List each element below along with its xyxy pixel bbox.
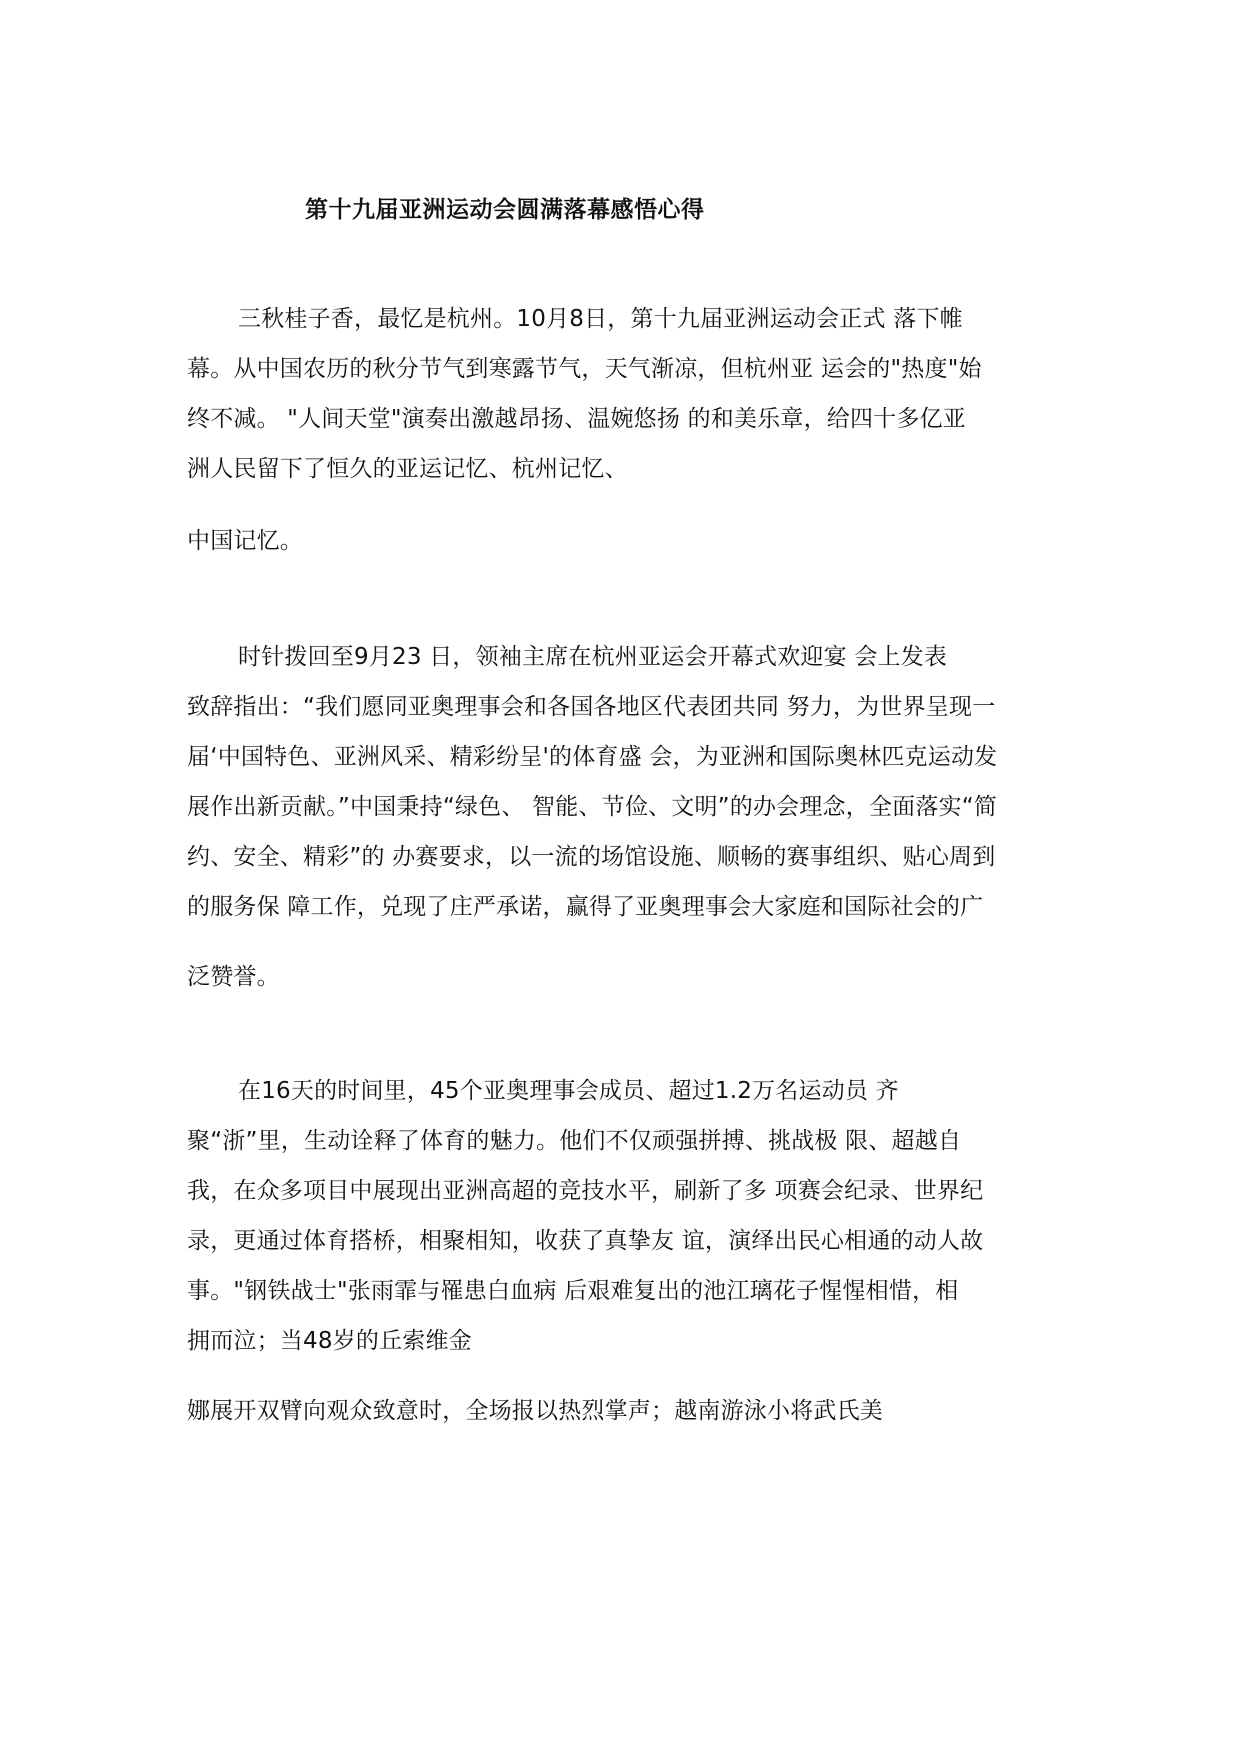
paragraph-2-line-6: 的服务保 障工作，兑现了庄严承诺，赢得了亚奥理事会大家庭和国际社会的广 [187, 894, 984, 920]
paragraph-3-line-2: 聚“浙”里，生动诠释了体育的魅力。他们不仅顽强拼搏、挑战极 限、超越自 [187, 1128, 962, 1154]
paragraph-3-line-7: 娜展开双臂向观众致意时，全场报以热烈掌声；越南游泳小将武氏美 [187, 1398, 883, 1424]
paragraph-3-line-6: 拥而泣；当48岁的丘索维金 [187, 1328, 472, 1354]
paragraph-1-line-1: 三秋桂子香，最忆是杭州。10月8日，第十九届亚洲运动会正式 落下帷 [238, 306, 963, 332]
paragraph-2-line-7: 泛赞誉。 [187, 964, 280, 990]
paragraph-1-line-3: 终不减。 "人间天堂"演奏出激越昂扬、温婉悠扬 的和美乐章，给四十多亿亚 [187, 406, 966, 432]
paragraph-3-line-3: 我，在众多项目中展现出亚洲高超的竞技水平，刷新了多 项赛会纪录、世界纪 [187, 1178, 984, 1204]
paragraph-3-line-1: 在16天的时间里，45个亚奥理事会成员、超过1.2万名运动员 齐 [238, 1078, 899, 1104]
paragraph-2-line-5: 约、安全、精彩”的 办赛要求，以一流的场馆设施、顺畅的赛事组织、贴心周到 [187, 844, 996, 870]
paragraph-3-line-4: 录，更通过体育搭桥，相聚相知，收获了真挚友 谊，演绎出民心相通的动人故 [187, 1228, 984, 1254]
paragraph-2-line-3: 届‘中国特色、亚洲风采、精彩纷呈'的体育盛 会，为亚洲和国际奥林匹克运动发 [187, 744, 998, 770]
paragraph-2-line-4: 展作出新贡献。”中国秉持“绿色、 智能、节俭、文明”的办会理念，全面落实“简 [187, 794, 998, 820]
document-title: 第十九届亚洲运动会圆满落幕感悟心得 [305, 197, 705, 223]
paragraph-3-line-5: 事。"钢铁战士"张雨霏与罹患白血病 后艰难复出的池江璃花子惺惺相惜，相 [187, 1278, 959, 1304]
paragraph-1-line-5: 中国记忆。 [187, 528, 303, 554]
paragraph-2-line-2: 致辞指出：“我们愿同亚奥理事会和各国各地区代表团共同 努力，为世界呈现一 [187, 694, 996, 720]
paragraph-2-line-1: 时针拨回至9月23 日，领袖主席在杭州亚运会开幕式欢迎宴 会上发表 [238, 644, 948, 670]
paragraph-1-line-2: 幕。从中国农历的秋分节气到寒露节气，天气渐凉，但杭州亚 运会的"热度"始 [187, 356, 982, 382]
paragraph-1-line-4: 洲人民留下了恒久的亚运记忆、杭州记忆、 [187, 456, 628, 482]
